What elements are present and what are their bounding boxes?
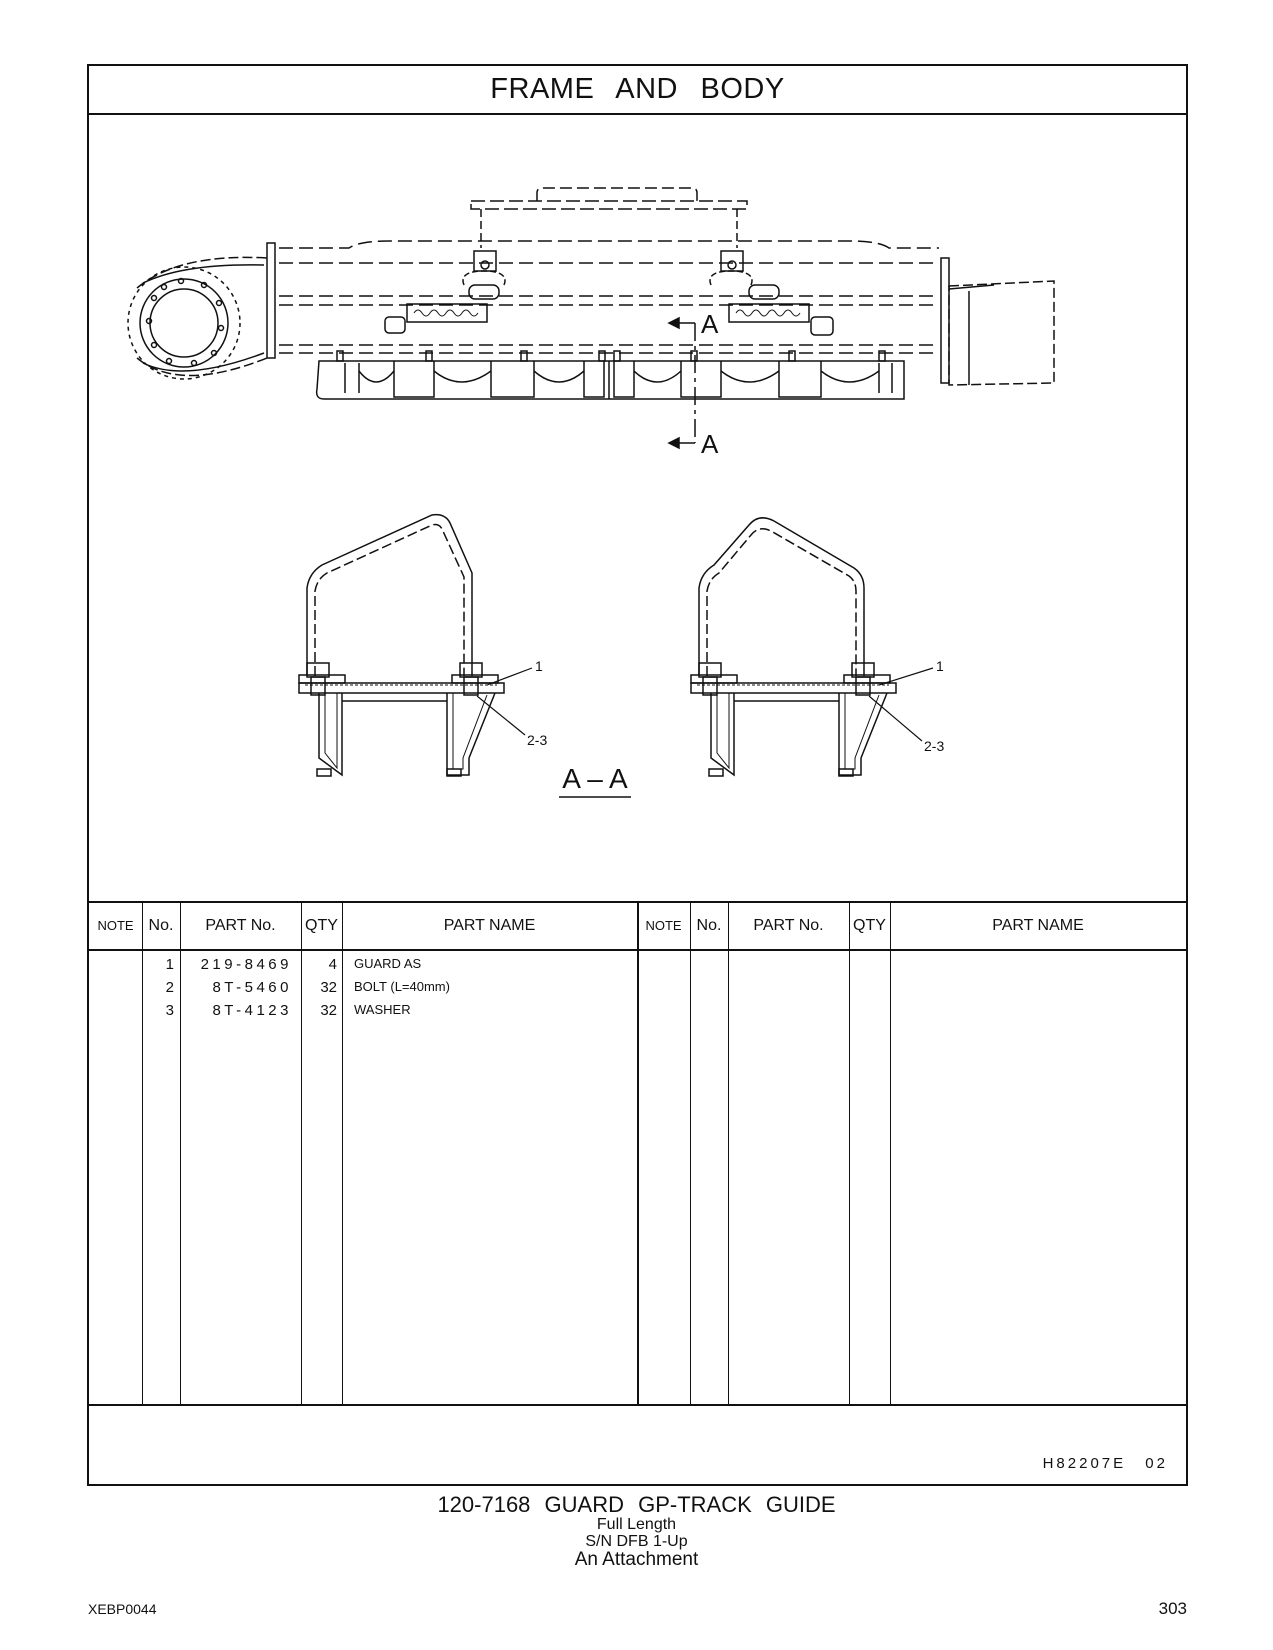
callout-1-left: 1 [535, 658, 543, 674]
parts-page-frame [87, 64, 1188, 1486]
section-mark-bottom: A [701, 429, 719, 459]
row-3-qty: 32 [320, 1002, 337, 1019]
parts-table [89, 901, 1186, 1406]
group-title: 120-7168 GUARD GP-TRACK GUIDE [437, 1492, 836, 1517]
track-frame-drawing [128, 188, 1054, 459]
group-subtitle-length: Full Length [596, 1516, 677, 1533]
row-2-part-name: BOLT (L=40mm) [354, 979, 450, 994]
header-note-right: NOTE [645, 918, 682, 933]
section-title: FRAME AND BODY [490, 73, 785, 105]
header-part-no-right: PART No. [753, 917, 824, 934]
row-1-no: 1 [165, 956, 174, 973]
row-3-no: 3 [165, 1002, 174, 1019]
header-part-no-left: PART No. [205, 917, 276, 934]
page-number: 303 [1158, 1599, 1187, 1618]
header-note-left: NOTE [97, 918, 134, 933]
document-id: XEBP0044 [88, 1601, 157, 1617]
row-2-no: 2 [165, 979, 174, 996]
header-no-left: No. [148, 917, 174, 934]
header-qty-left: QTY [305, 917, 338, 934]
row-3-part-name: WASHER [354, 1002, 411, 1017]
row-2-part-no: 8T-5460 [212, 979, 292, 996]
callout-1-right: 1 [936, 658, 944, 674]
group-serial-range: S/N DFB 1-Up [585, 1533, 688, 1550]
header-part-name-right: PART NAME [992, 917, 1084, 934]
callout-2-3-right: 2-3 [924, 738, 945, 754]
row-1-qty: 4 [328, 956, 337, 973]
section-mark-top: A [701, 309, 719, 339]
header-part-name-left: PART NAME [443, 917, 536, 934]
row-3-part-no: 8T-4123 [212, 1002, 292, 1019]
section-view-label: A – A [562, 763, 628, 794]
parts-drawing [89, 113, 1186, 901]
callout-2-3-left: 2-3 [527, 732, 548, 748]
section-view-right [691, 518, 944, 776]
row-1-part-no: 219-8469 [200, 956, 292, 973]
header-qty-right: QTY [853, 917, 886, 934]
row-2-qty: 32 [320, 979, 337, 996]
header-no-right: No. [696, 917, 722, 934]
drawing-reference-code: H82207E 02 [1042, 1455, 1168, 1472]
section-title-bar [89, 66, 1186, 115]
row-1-part-name: GUARD AS [354, 956, 422, 971]
section-view-left [299, 515, 547, 776]
group-attachment-note: An Attachment [574, 1549, 699, 1570]
